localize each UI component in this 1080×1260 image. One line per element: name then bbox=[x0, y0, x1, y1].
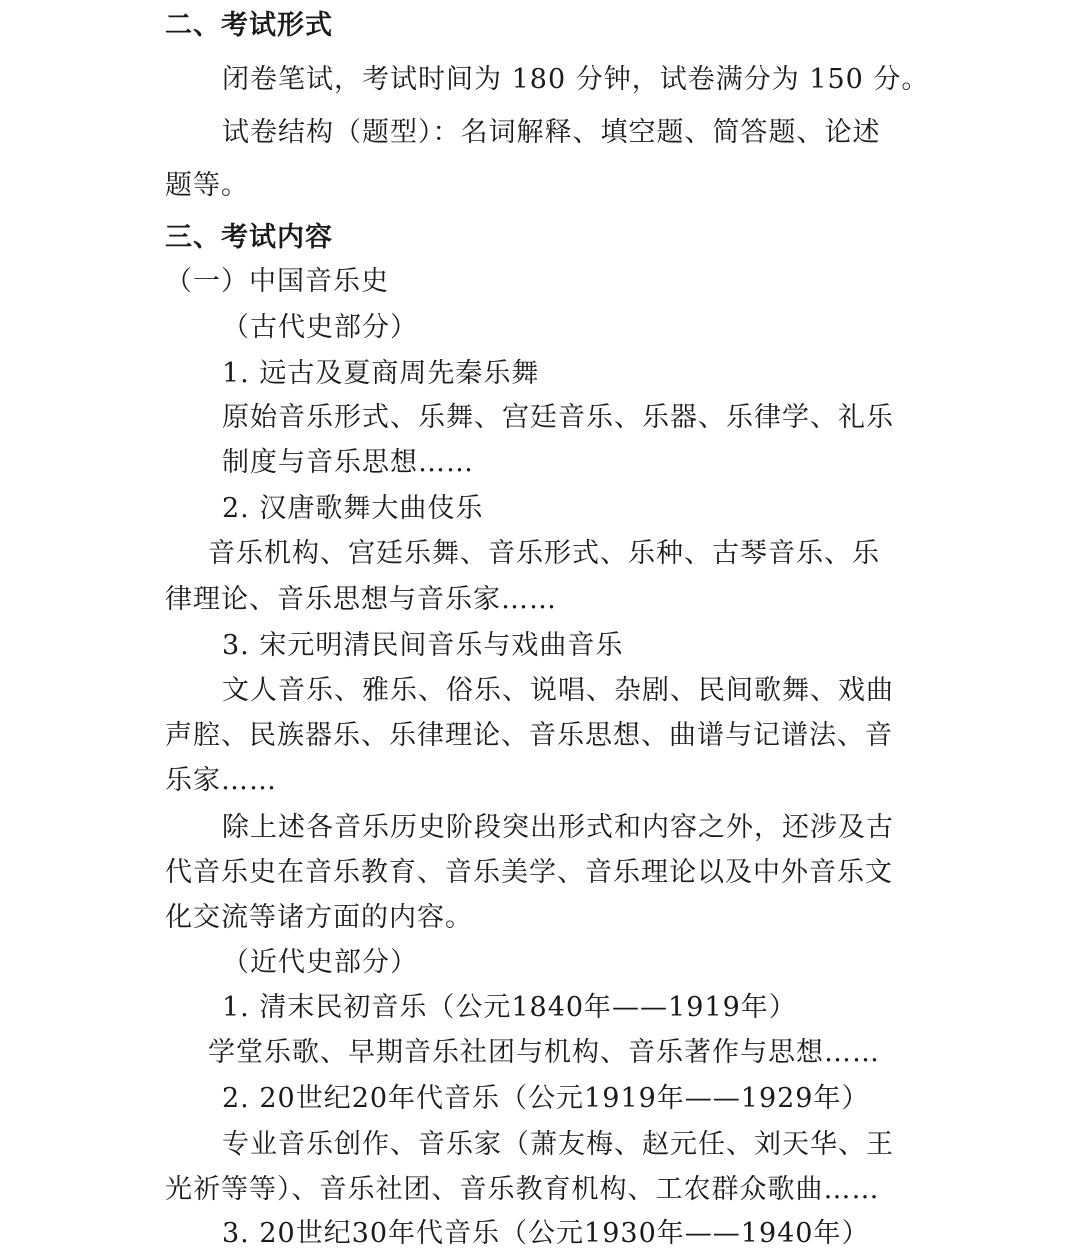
paragraph-line: 专业音乐创作、音乐家（萧友梅、赵元任、刘天华、王 bbox=[222, 1129, 894, 1160]
paragraph-line: 律理论、音乐思想与音乐家…… bbox=[165, 584, 557, 615]
list-item-heading: 2. 汉唐歌舞大曲伎乐 bbox=[222, 493, 484, 524]
paragraph-line: 化交流等诸方面的内容。 bbox=[165, 902, 473, 933]
paragraph-line: 题等。 bbox=[165, 170, 249, 201]
paragraph-line: 代音乐史在音乐教育、音乐美学、音乐理论以及中外音乐文 bbox=[165, 857, 893, 888]
paragraph-line: 文人音乐、雅乐、俗乐、说唱、杂剧、民间歌舞、戏曲 bbox=[222, 675, 894, 706]
list-item-heading: 1. 远古及夏商周先秦乐舞 bbox=[222, 358, 540, 389]
subsection-heading: （一）中国音乐史 bbox=[165, 266, 389, 297]
paragraph-line: 乐家…… bbox=[165, 765, 277, 796]
paragraph-line: 试卷结构（题型）：名词解释、填空题、简答题、论述 bbox=[222, 117, 881, 148]
subsection-heading: （近代史部分） bbox=[222, 947, 418, 978]
paragraph-line: 光祈等等）、音乐社团、音乐教育机构、工农群众歌曲…… bbox=[165, 1174, 880, 1205]
list-item-heading: 3. 20世纪30年代音乐（公元1930年——1940年） bbox=[222, 1218, 870, 1249]
list-item-heading: 2. 20世纪20年代音乐（公元1919年——1929年） bbox=[222, 1083, 870, 1114]
section-heading-exam-content: 三、考试内容 bbox=[165, 222, 333, 253]
list-item-heading: 1. 清末民初音乐（公元1840年——1919年） bbox=[222, 992, 797, 1023]
section-heading-exam-format: 二、考试形式 bbox=[165, 10, 333, 41]
paragraph-line: 原始音乐形式、乐舞、宫廷音乐、乐器、乐律学、礼乐 bbox=[222, 402, 894, 433]
paragraph-line: 声腔、民族器乐、乐律理论、音乐思想、曲谱与记谱法、音 bbox=[165, 720, 893, 751]
paragraph-line: 除上述各音乐历史阶段突出形式和内容之外，还涉及古 bbox=[222, 812, 894, 843]
subsection-heading: （古代史部分） bbox=[222, 312, 418, 343]
paragraph-line: 音乐机构、宫廷乐舞、音乐形式、乐种、古琴音乐、乐 bbox=[208, 538, 880, 569]
paragraph-line: 制度与音乐思想…… bbox=[222, 447, 474, 478]
paragraph-line: 闭卷笔试，考试时间为 180 分钟，试卷满分为 150 分。 bbox=[222, 64, 930, 95]
list-item-heading: 3. 宋元明清民间音乐与戏曲音乐 bbox=[222, 630, 624, 661]
paragraph-line: 学堂乐歌、早期音乐社团与机构、音乐著作与思想…… bbox=[208, 1037, 880, 1068]
